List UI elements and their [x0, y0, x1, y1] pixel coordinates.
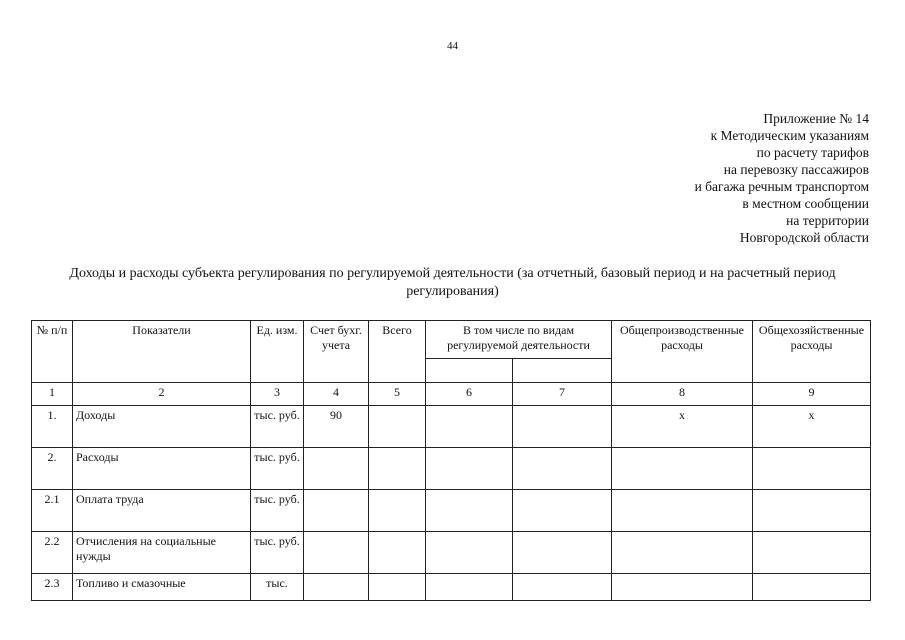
row-col6	[426, 448, 513, 490]
row-total	[369, 406, 426, 448]
column-number: 2	[73, 383, 251, 406]
row-account	[304, 490, 369, 532]
row-col8	[612, 448, 753, 490]
column-number: 9	[753, 383, 871, 406]
row-col8	[612, 532, 753, 574]
appendix-block	[695, 110, 869, 246]
row-unit: тыс. руб.	[251, 490, 304, 532]
row-num: 2.3	[32, 574, 73, 601]
row-col8	[612, 574, 753, 601]
table-row	[32, 574, 871, 601]
row-col6	[426, 406, 513, 448]
row-col9	[753, 574, 871, 601]
row-num: 1.	[32, 406, 73, 448]
row-col6	[426, 490, 513, 532]
row-account	[304, 574, 369, 601]
row-col7	[513, 490, 612, 532]
header-subcol-7	[513, 359, 612, 383]
row-name: Топливо и смазочные	[73, 574, 251, 601]
row-account	[304, 532, 369, 574]
row-num: 2.1	[32, 490, 73, 532]
appendix-line: Приложение № 14	[763, 111, 869, 126]
income-expense-table	[31, 320, 871, 601]
column-number: 8	[612, 383, 753, 406]
column-number: 3	[251, 383, 304, 406]
row-name: Доходы	[73, 406, 251, 448]
column-number: 4	[304, 383, 369, 406]
row-total	[369, 532, 426, 574]
table-row	[32, 532, 871, 574]
appendix-line: к Методическим указаниям	[710, 128, 869, 143]
row-col9	[753, 532, 871, 574]
row-unit: тыс.	[251, 574, 304, 601]
header-subcol-6	[426, 359, 513, 383]
row-total	[369, 448, 426, 490]
row-unit: тыс. руб.	[251, 448, 304, 490]
header-total: Всего	[369, 321, 426, 383]
column-number: 6	[426, 383, 513, 406]
row-col6	[426, 574, 513, 601]
row-col7	[513, 448, 612, 490]
row-col8: x	[612, 406, 753, 448]
row-account: 90	[304, 406, 369, 448]
row-name: Расходы	[73, 448, 251, 490]
column-number: 1	[32, 383, 73, 406]
header-general-business: Общехозяйственные расходы	[753, 321, 871, 383]
row-total	[369, 490, 426, 532]
row-col8	[612, 490, 753, 532]
row-unit: тыс. руб.	[251, 406, 304, 448]
header-indicators: Показатели	[73, 321, 251, 383]
header-account: Счет бухг. учета	[304, 321, 369, 383]
appendix-line: по расчету тарифов	[756, 145, 869, 160]
header-unit: Ед. изм.	[251, 321, 304, 383]
header-general-production: Общепроизводственные расходы	[612, 321, 753, 383]
column-number: 7	[513, 383, 612, 406]
appendix-line: и багажа речным транспортом	[694, 179, 869, 194]
row-account	[304, 448, 369, 490]
row-col7	[513, 532, 612, 574]
row-total	[369, 574, 426, 601]
page-number: 44	[447, 40, 458, 52]
row-unit: тыс. руб.	[251, 532, 304, 574]
row-col9: x	[753, 406, 871, 448]
appendix-line: на территории	[786, 213, 869, 228]
row-col9	[753, 448, 871, 490]
header-num: № п/п	[32, 321, 73, 383]
table-row	[32, 448, 871, 490]
row-name: Отчисления на социальные нужды	[73, 532, 251, 574]
header-by-activity-type: В том числе по видам регулируемой деятельности	[426, 321, 612, 359]
table-row	[32, 490, 871, 532]
row-col9	[753, 490, 871, 532]
table-row	[32, 406, 871, 448]
document-title: Доходы и расходы субъекта регулирования по регулируемой деятельности (за отчетный, базовый период и на расчетный период регулирования)	[69, 266, 836, 299]
row-col7	[513, 406, 612, 448]
appendix-line: в местном сообщении	[742, 196, 869, 211]
appendix-line: на перевозку пассажиров	[723, 162, 869, 177]
row-col6	[426, 532, 513, 574]
column-number: 5	[369, 383, 426, 406]
row-col7	[513, 574, 612, 601]
row-num: 2.	[32, 448, 73, 490]
row-num: 2.2	[32, 532, 73, 574]
row-name: Оплата труда	[73, 490, 251, 532]
appendix-line: Новгородской области	[739, 230, 869, 245]
